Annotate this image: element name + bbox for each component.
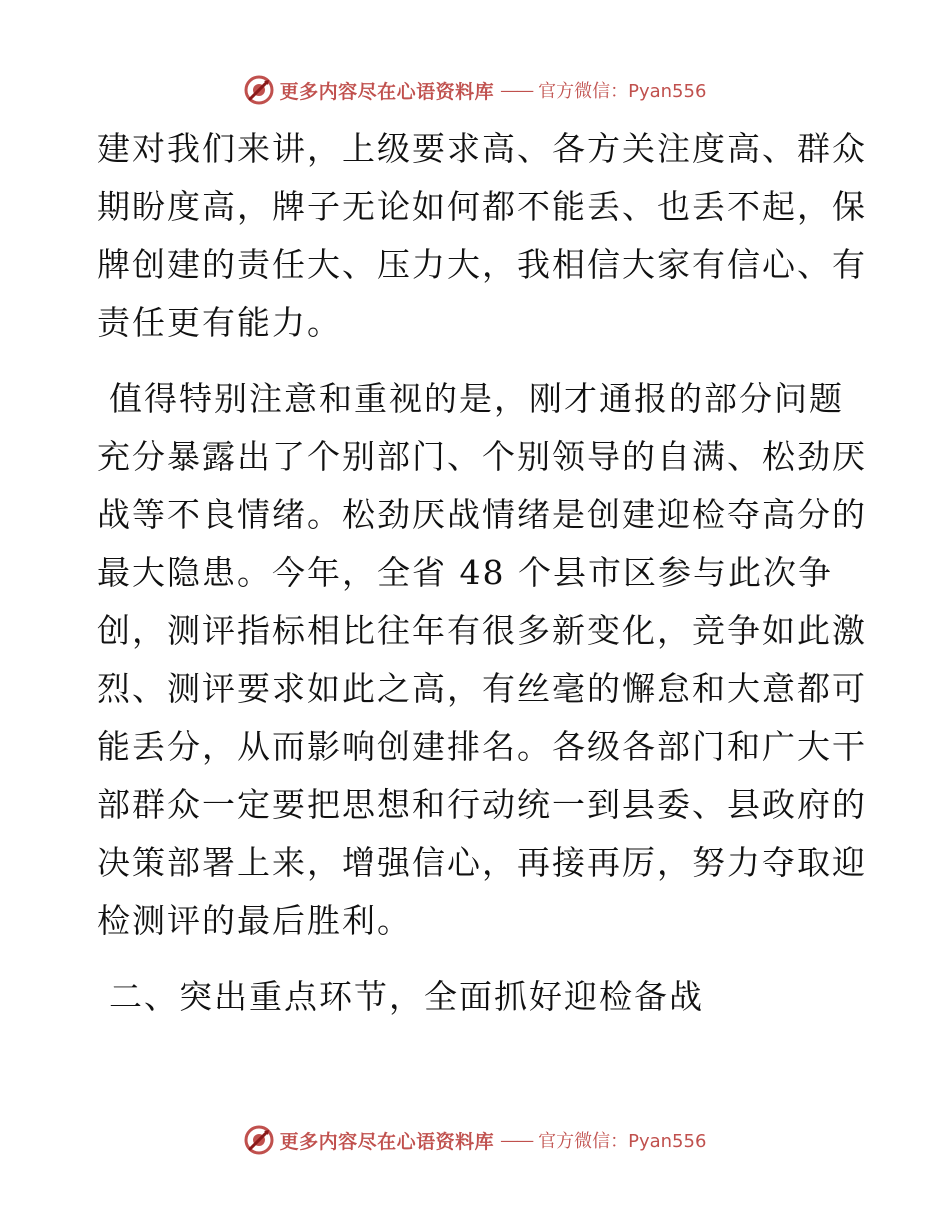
text-line: 能丢分，从而影响创建排名。各级各部门和广大干 <box>97 727 867 766</box>
text-line: 建对我们来讲，上级要求高、各方关注度高、群众 <box>97 129 867 168</box>
paragraph-1 <box>97 120 867 352</box>
text-line: 责任更有能力。 <box>97 303 342 342</box>
text-line: 战等不良情绪。松劲厌战情绪是创建迎检夺高分的 <box>97 495 867 534</box>
text-line: 烈、测评要求如此之高，有丝毫的懈怠和大意都可 <box>97 669 867 708</box>
text-line: 充分暴露出了个别部门、个别领导的自满、松劲厌 <box>97 437 867 476</box>
paragraph-2 <box>97 370 867 950</box>
watermark-wechat-text: 官方微信：Pyan556 <box>538 81 707 102</box>
document-body <box>97 120 867 1026</box>
watermark-brand-text: 更多内容尽在心语资料库 <box>279 1130 495 1153</box>
footer-watermark <box>0 1120 950 1160</box>
text-line: 期盼度高，牌子无论如何都不能丢、也丢不起，保 <box>97 187 867 226</box>
watermark-brand-text: 更多内容尽在心语资料库 <box>279 80 495 103</box>
watermark-dash: —— <box>500 79 533 101</box>
brand-logo-icon <box>244 75 274 105</box>
section-heading <box>97 968 857 1026</box>
text-line: 检测评的最后胜利。 <box>97 901 412 940</box>
text-line: 创，测评指标相比往年有很多新变化，竞争如此激 <box>97 611 867 650</box>
watermark-dash: —— <box>500 1129 533 1151</box>
text-line: 部群众一定要把思想和行动统一到县委、县政府的 <box>97 785 867 824</box>
text-line: 决策部署上来，增强信心，再接再厉，努力夺取迎 <box>97 843 867 882</box>
text-line: 最大隐患。今年，全省 48 个县市区参与此次争 <box>97 553 833 592</box>
text-line: 牌创建的责任大、压力大，我相信大家有信心、有 <box>97 245 867 284</box>
heading-line: 二、突出重点环节，全面抓好迎检备战 <box>109 977 704 1016</box>
brand-logo-icon <box>244 1125 274 1155</box>
header-watermark <box>0 70 950 110</box>
watermark-wechat-text: 官方微信：Pyan556 <box>538 1131 707 1152</box>
text-line: 值得特别注意和重视的是，刚才通报的部分问题 <box>109 379 844 418</box>
